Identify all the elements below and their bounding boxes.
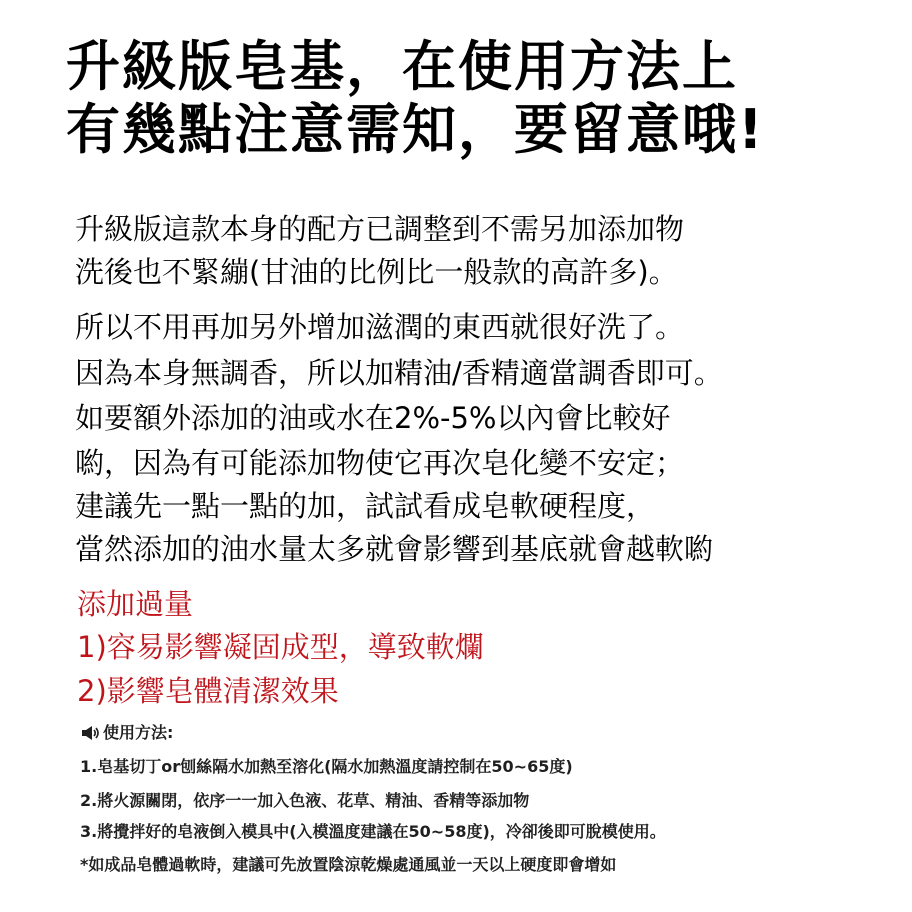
body-line: 建議先一點一點的加，試試看成皂軟硬程度，	[75, 489, 656, 523]
body-line: 因為本身無調香，所以加精油/香精適當調香即可。	[75, 356, 723, 390]
usage-note: *如成品皂體過軟時，建議可先放置陰涼乾燥處通風並一天以上硬度即會增如	[80, 855, 617, 874]
warning-item: 2)影響皂體清潔效果	[77, 674, 339, 708]
body-line: 洗後也不緊繃(甘油的比例比一般款的高許多)。	[75, 255, 678, 289]
body-line: 升級版這款本身的配方已調整到不需另加添加物	[75, 212, 685, 246]
usage-step: 1.皂基切丁or刨絲隔水加熱至溶化(隔水加熱溫度請控制在50~65度)	[80, 757, 573, 776]
warning-item: 1)容易影響凝固成型，導致軟爛	[77, 630, 484, 664]
body-line: 喲，因為有可能添加物使它再次皂化變不安定；	[75, 446, 685, 480]
heading-line-1: 升級版皂基，在使用方法上	[66, 35, 738, 98]
body-line: 所以不用再加另外增加滋潤的東西就很好洗了。	[75, 310, 685, 344]
heading-line-2: 有幾點注意需知，要留意哦!	[66, 98, 765, 161]
usage-title-row	[80, 725, 173, 741]
warning-title: 添加過量	[77, 587, 194, 621]
body-line: 當然添加的油水量太多就會影響到基底就會越軟喲	[75, 532, 714, 566]
usage-step: 2.將火源關閉，依序一一加入色液、花草、精油、香精等添加物	[80, 791, 530, 810]
speaker-icon	[80, 725, 100, 741]
usage-step: 3.將攪拌好的皂液倒入模具中(入模溫度建議在50~58度)，冷卻後即可脫模使用。	[80, 822, 666, 841]
usage-title: 使用方法:	[103, 723, 174, 742]
body-line: 如要額外添加的油或水在2%-5%以內會比較好	[75, 401, 671, 435]
